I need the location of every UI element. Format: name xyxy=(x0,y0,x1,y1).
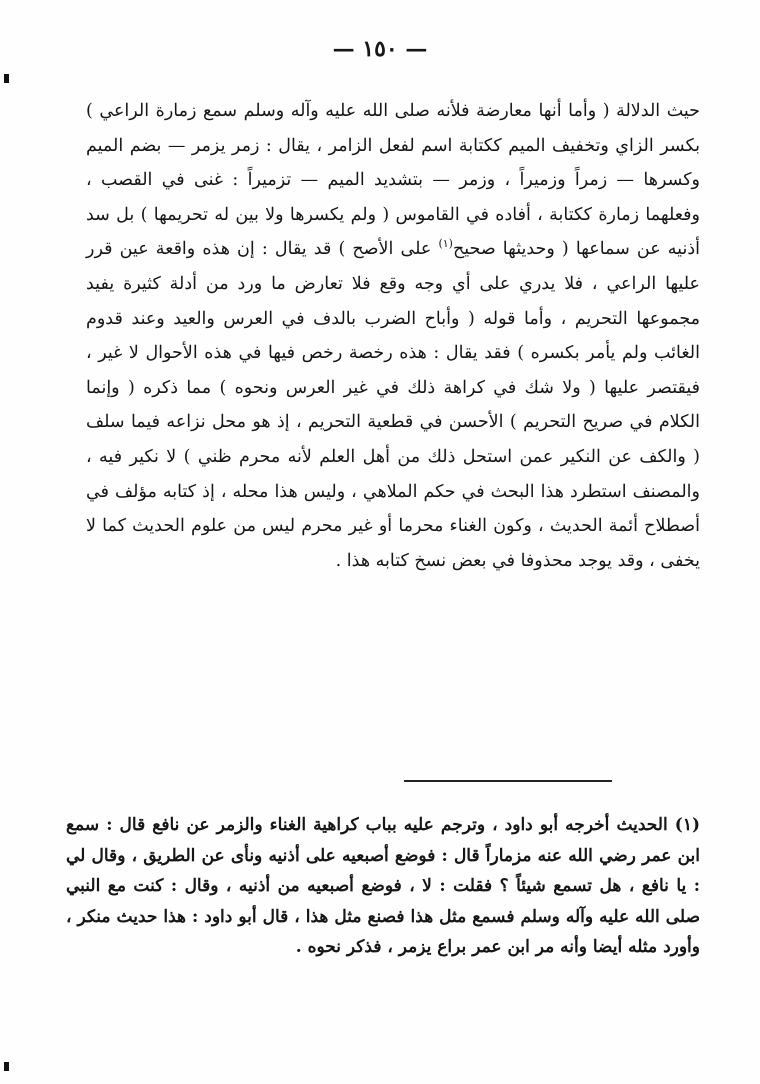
body-text-part-2: على الأصح ) قد يقال : إن هذه واقعة عين قرر عليها الراعي ، فلا يدري على أي وجه وقع فلا تعارض ما ورد من أدلة كثيرة يفيد مجموعها التحريم ، وأما قوله ( وأباح الضرب بالدف في العرس والعيد وعند قدوم الغائب ولم يأمر بكسره ) فقد يقال : هذه رخصة رخص فيها في هذه الأحوال لا غير ، فيقتصر عليها ( ولا شك في كراهة ذلك في غير العرس ونحوه ) مما ذكره ( وإنما الكلام في صريح التحريم ) الأحسن في قطعية التحريم ، إذ هو محل نزاعه فيما سلف ( والكف عن النكير عمن استحل ذلك من أهل العلم لأنه محرم ظني ) لا نكير فيه ، والمصنف استطرد هذا البحث في حكم الملاهي ، وليس هذا محله ، إذ كتابه مؤلف في أصطلاح أئمة الحديث ، وكون الغناء محرما أو غير محرم ليس من علوم الحديث كما لا يخفى ، وقد يوجد محذوفا في بعض نسخ كتابه هذا . xyxy=(86,239,700,571)
body-paragraph xyxy=(86,94,700,578)
scan-edge-mark xyxy=(4,1062,9,1071)
body-text xyxy=(86,94,700,578)
footnote-paragraph: (١) الحديث أخرجه أبو داود ، وترجم عليه بباب كراهية الغناء والزمر عن نافع قال : سمع ابن عمر رضي الله عنه مزماراً قال : فوضع أصبعيه على أذنيه ونأى عن الطريق ، وقال لي : يا نافع ، هل تسمع شيئاً ؟ فقلت : لا ، فوضع أصبعيه من أذنيه ، وقال : كنت مع النبي صلى الله عليه وآله وسلم فسمع مثل هذا فصنع مثل هذا ، قال أبو داود : هذا حديث منكر ، وأورد مثله أيضا وأنه مر ابن عمر براع يزمر ، فذكر نحوه . xyxy=(66,815,701,958)
footnote xyxy=(66,810,700,963)
page-number: — ١٥٠ — xyxy=(332,36,428,62)
body-text-part-1: حيث الدلالة ( وأما أنها معارضة فلأنه صلى الله عليه وآله وسلم سمع زمارة الراعي ) بكسر الزاي وتخفيف الميم ككتابة اسم لفعل الزامر ، يقال : زمر يزمر — بضم الميم وكسرها — زمراً وزميراً ، وزمر — بتشديد الميم — تزميراً : غنى في القصب ، وفعلهما زمارة ككتابة ، أفاده في القاموس ( ولم يكسرها ولا بين له تحريمها ) بل سد أذنيه عن سماعها ( وحديثها صحيح xyxy=(86,101,700,260)
scan-edge-mark xyxy=(4,74,9,83)
footnote-reference: (١) xyxy=(438,237,453,251)
footnote-divider xyxy=(404,780,612,782)
